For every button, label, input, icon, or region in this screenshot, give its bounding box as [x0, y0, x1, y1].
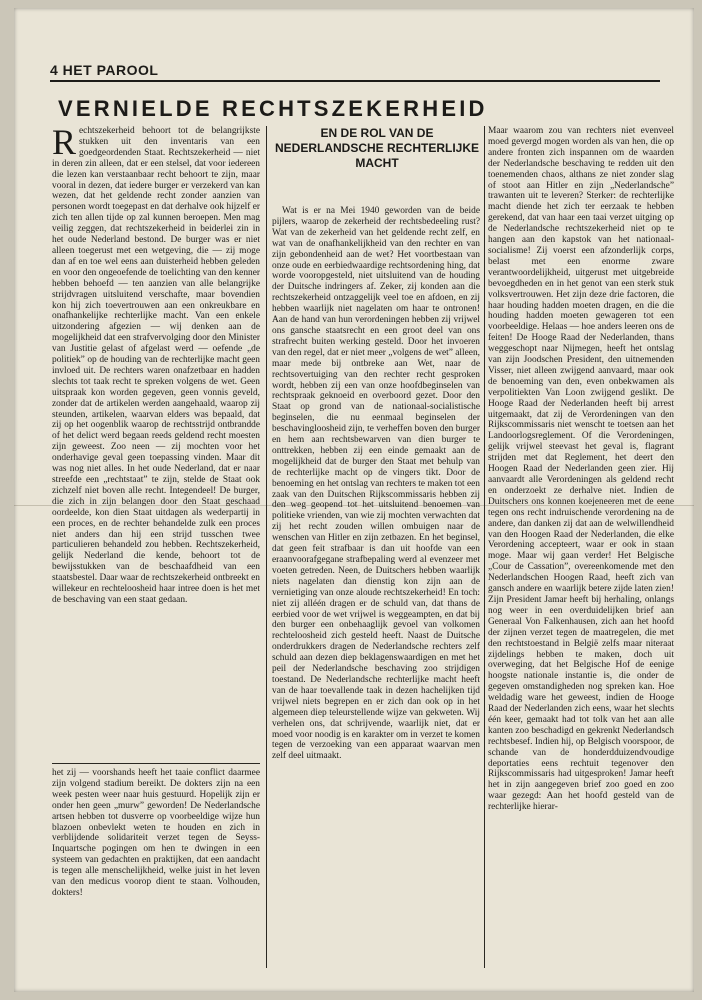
article-column-1 — [52, 126, 260, 760]
column-1-text: echtszekerheid behoort tot de belangrijkste stukken uit den inventaris van een goedgeordenden Staat. Rechtszekerheid — niet in deren zin alleen, dat er een stelsel, dat voor iedereen die lezen kan verstaanbaar recht behoort te zijn, maar vooral in dezen, dat iedere burger er verzekerd van kan wezen, dat het geldende recht zonder aanzien van personen wordt toegepast en dat derhalve ook hijzelf er zich ten allen tijde op zal kunnen beroepen. Men mag veilig zeggen, dat rechtszekerheid in beiderlei zin in het oude Nederland bestond. De burger was er niet alleen toegerust met een wetgeving, die — zij moge dan af en toe wel eens aan duisterheid hebben geleden en voor den ongeoefende de toelichting van den kenner hebben behoefd — ten aanzien van alle belangrijke strijdvragen uitsluitend verschafte, maar bovendien kon hij zich toevertrouwen aan een onkreukbare en onafhankelijke rechterlijke macht. Van een enkele uitzondering afgezien — wij denken aan de mogelijkheid dat een strafvervolging door den Minister van Justitie gelast of afgelast werd — oefende „de politiek” op de houding van de rechterlijke macht geen invloed uit. De rechters waren onafzetbaar en hadden slechts tot taak recht te spreken volgens de wet. Geen uitspraak kon worden gegeven, geen vonnis geveld, zonder dat de artikelen werden aangehaald, waarop zij steunden, artikelen, waarvan elders was bepaald, dat zij op het oogenblik waarop de rechtsstrijd ontbrandde of het delict werd begaan reeds geldend recht moesten zijn geweest. Zoo neen — zij mochten voor het onderhavige geval geen toepassing vinden. Maar dit was nog niet alles. In het oude Nederland, dat er naar streefde een „rechtstaat” te zijn, stelde de Staat ook zichzelf niet boven alle recht. Integendeel! De burger, die zich in zijn belangen door den Staat geschaad oordeelde, kon dien Staat uitdagen als wederpartij in een proces, en de rechter behandelde zulk een proces niet anders dan hij een strijd tusschen twee particulieren behandeld zou hebben. Rechtszekerheid, gelijk Nederland die kende, behoort tot de bewijsstukken van de beschaafdheid van een staatsbestel. Daar waar de rechtszekerheid ontbreekt en willekeur en rechteloosheid haar intree doen is het met de beschaving van een staat gedaan. — [52, 126, 260, 605]
article-column-3 — [488, 126, 674, 966]
column-1-divider — [52, 763, 260, 764]
subheadline: EN DE ROL VAN DE NEDERLANDSCHE RECHTERLIJKE MACHT — [274, 126, 480, 170]
column-rule-2 — [484, 126, 485, 968]
column-3-text: Maar waarom zou van rechters niet evenveel moed gevergd mogen worden als van hen, die op andere fronten zich inspannen om de waarden der Nederlandsche beschaving te redden uit den toenemenden chaos, althans ze niet zonder slag of stoot aan Hitler en zijn „Nederlandsche” trawanten uit te leveren? Sterker: de rechterlijke macht diende het zich ter eerzaak te hebben gerekend, dat van haar een taai verzet uitging op de Nederlandsche rechtszekerheid niet op te hangen aan den kapstok van het nationaal-socialisme! Zij voerst een afzonderlijk corps, belast met een enorme zware verantwoordelijkheid, uitgerust met uitgebreide bevoegdheden en in het genot van een sterk stuk volksvertrouwen. Het zijn deze drie factoren, die haar houding hadden moeten dragen, en die die houding hadden moeten gewageren tot een voorbeeldige. Helaas — hoe anders leeren ons de feiten! De Hooge Raad der Nederlanden, thans weggeschopt naar Nijmegen, heeft het ontslag van zijn Joodschen President, den uitnemenden Visser, niet alleen zwijgend aanvaard, maar ook de benoeming van den, even onbekwamen als verpolitiekten Van Loon zwijgend geslikt. De Hooge Raad der Nederlanden heeft bij arrest uitgemaakt, dat zij de Verordeningen van den Rijkscommissaris niet wenscht te toetsen aan het Landoorlogsreglement. Of die Verordeningen, gelijk vrijwel steevast het geval is, flagrant strijden met dat Reglement, het deert den Hoogen Raad der Nederlanden geen zier. Hij aanvaardt alle Verordeningen als geldend recht en onderzoekt ze derhalve niet. Indien de Duitschers ons konnen koejeneeren met de eene tegen ons recht indruischende verordening na de andere, dan danken zij dat aan de welwillendheid van den Hoogen Raad der Nederlanden, die elke Verordening accepteert, waar er ook in staan moge. Maar wij gaan verder! Het Belgische „Cour de Cassation”, overeenkomende met den Nederlandschen Hoogen Raad, heeft zich van gansch andere en waarlijk betere zijde laten zien! Zijn President Jamar heeft bij herhaling, onlangs nog weer in een overduidelijken brief aan Generaal Von Falkenhausen, zich aan het hoofd der zijnen verzet tegen de maatregelen, die met den rechtstoestand in België zelfs maar niteraat zijdelings hebben te maken, doch uit overweging, dat het Belgische Hof de eenige hoogste nationale instantie is, die onder de gegeven omstandigheden nog spreken kan. Hoe weldadig ware het geweest, indien de Hooge Raad der Nederlanden zich eens, waar het slechts één keer, gemaakt had tot tolk van het aan alle kanten zoo beschadigd en gekrenkt Nederlandsch rechtsbesef. Indien hij, op Belgisch voorspoor, de schande van de honderdduizendvoudige deportaties eens rechtuit tegenover den Rijkscommissaris had uitgesproken! Jamar heeft het in zijn aangegeven brief zoo goed en zoo waar gezegd: Aan het hoofd gesteld van de rechterlijke hierar- — [488, 126, 674, 813]
article-column-1-continuation — [52, 768, 260, 968]
headline: VERNIELDE RECHTSZEKERHEID — [58, 96, 488, 121]
column-rule-1 — [266, 126, 267, 968]
column-1b-text: het zij — voorshands heeft het taaie conflict daarmee zijn volgend stadium bereikt. De dokters zijn na een week pesten weer naar huis gestuurd. Hopelijk zijn er onder hen geen „murw” geworden! De Nederlandsche artsen hebben tot dusverre op voorbeeldige wijze hun blazoen onbevlekt weten te houden en zich in verblijdende solidariteit verzet tegen de Seyss-Inquartsche pogingen om hen te dwingen in een systeem van gedachten en praktijken, dat een aandacht is tegen alle menschelijkheid, welke juist in het leven van den medicus voorop dient te staan. Volhouden, dokters! — [52, 768, 260, 898]
newspaper-page — [14, 8, 694, 992]
drop-cap: R — [52, 126, 77, 162]
masthead-rule — [50, 80, 660, 82]
article-column-2 — [272, 206, 480, 966]
masthead: 4 HET PAROOL — [50, 62, 159, 78]
column-2-text: Wat is er na Mei 1940 geworden van de beide pijlers, waarop de zekerheid der rechtsbedeeling rust? Wat van de zekerheid van het geldende recht zelf, en wat van de onafhankelijkheid van den rechter en van zijn gebondenheid aan de wet? Het voortbestaan van onze oude en eerbiedwaardige rechtsordening hing, dat worde vooropgesteld, niet uitsluitend van de houding der Duitsche indringers af. Zeker, zij konden aan die rechtszekerheid ontzaggelijk veel toe en afdoen, en zij hebben waarlijk niet nagelaten om haar te ontronen! Aan de hand van hun verordeningen hebben zij vrijwel ons gansche staatsrecht en een groot deel van ons strafrecht buiten werking gesteld. Door het invoeren van den regel, dat er niet meer „volgens de wet” alleen, maar mede bij ontbreke aan Wet, naar de rechtsovertuiging van den rechter recht gesproken wordt, hebben zij een van onze hoofdbeginselen van rechtspraak geknoeid en overboord gezet. Door den Staat op grond van de nationaal-socialistische beginselen, die nu eenmaal beginselen der beschavingloosheid zijn, te verheffen boven den burger en hem aan rechtsbewarven van dien burger te onttrekken, hebben zij een einde gemaakt aan de mogelijkheid dat de burger den Staat met behulp van de rechterlijke macht op de vingers tikt. Door de benoeming en het ontslag van rechters te maken tot een zaak van den Duitschen Rijkscommissaris hebben zij den weg geopend tot het uitsluitend benoemen van politieke vrienden, van wie zij mochten verwachten dat zij het recht zouden willen ombuigen naar de wenschen van Hitler en zijn zetbazen. En het beginsel, dat geen feit strafbaar is dan uit hoofde van een eraanvoorafgegane strafbepaling werd al evenzeer met voeten getreden. Neen, de Duitschers hebben waarlijk niets nagelaten dan dienstig kon zijn aan de vernietiging van onze aloude rechtszekerheid! En toch: niet zij alléén dragen er de schuld van, dat thans de eerbied voor de wet vrijwel is weggeampten, en dat bij den burger een onbehaaglijk gevoel van volkomen rechteloosheid zich gesteld heeft. Naast de Duitsche onderdrukkers dragen de Nederlandsche rechters zelf schuld aan dezen diep beklagenswaardigen en met het peil der Nederlandsche beschaving zoo strijdigen toestand. De Nederlandsche rechterlijke macht heeft van de haar toevallende taak in dezen hachelijken tijd vrijwel niets begrepen en er zich dan ook op in het algemeen diep teleurstellende wijze van gekweten. Wij verhelen ons, dat schrijvende, waarlijk niet, dat er moed voor noodig is en karakter om in verzet te komen tegen de verzoeking van een apparaat waarvan men zelf deel uitmaakt. — [272, 206, 480, 762]
